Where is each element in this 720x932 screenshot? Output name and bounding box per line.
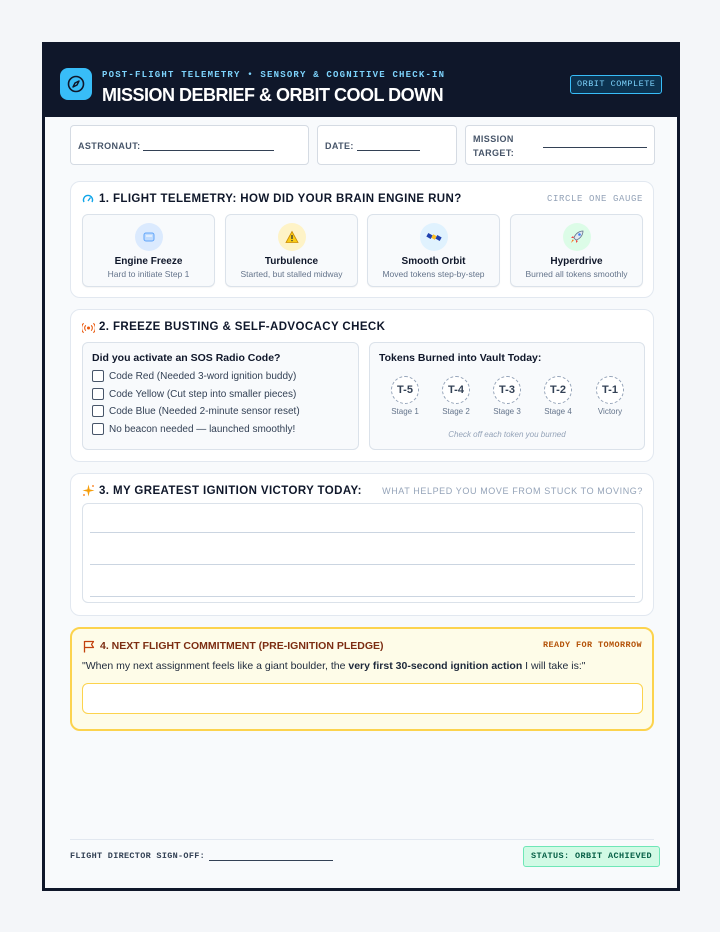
sos-option-red[interactable] xyxy=(92,369,296,383)
token-label: Victory xyxy=(597,407,623,416)
gauge-desc: Hard to initiate Step 1 xyxy=(107,269,190,279)
status-badge: STATUS: ORBIT ACHIEVED xyxy=(523,846,660,867)
ice-cube-icon xyxy=(135,223,163,251)
quote-end: I will take is:" xyxy=(522,660,586,672)
gauge-name: Hyperdrive xyxy=(550,256,603,267)
token-circle[interactable]: T-2 xyxy=(544,376,572,404)
gauge-name: Engine Freeze xyxy=(114,256,183,267)
sos-panel xyxy=(82,342,359,450)
sparkle-icon xyxy=(82,484,95,497)
gauge-icon xyxy=(82,193,94,205)
token-t1[interactable] xyxy=(595,376,625,416)
token-t3[interactable] xyxy=(492,376,522,416)
telemetry-section xyxy=(70,181,654,298)
date-write-line[interactable] xyxy=(357,150,420,151)
token-t2[interactable] xyxy=(543,376,573,416)
rocket-icon xyxy=(563,223,591,251)
footer-divider xyxy=(70,839,654,840)
signoff-label: FLIGHT DIRECTOR SIGN-OFF: xyxy=(70,851,206,861)
date-label: DATE: xyxy=(325,141,354,151)
checkbox[interactable] xyxy=(92,388,104,400)
option-label: Code Blue (Needed 2-minute sensor reset) xyxy=(109,405,300,417)
page-title: MISSION DEBRIEF & ORBIT COOL DOWN xyxy=(102,85,444,105)
gauge-name: Turbulence xyxy=(264,256,319,267)
option-label: Code Yellow (Cut step into smaller pieces) xyxy=(109,388,297,400)
token-t4[interactable] xyxy=(441,376,471,416)
option-label: No beacon needed — launched smoothly! xyxy=(109,423,296,435)
mission-target-field[interactable] xyxy=(465,125,655,165)
mission-target-write-line[interactable] xyxy=(543,147,647,148)
astronaut-label: ASTRONAUT: xyxy=(78,141,141,151)
gauge-turbulence[interactable] xyxy=(225,214,358,287)
checkbox[interactable] xyxy=(92,405,104,417)
token-label: Stage 2 xyxy=(442,407,470,416)
mission-target-label-1: MISSION xyxy=(473,134,514,144)
token-circle[interactable]: T-4 xyxy=(442,376,470,404)
commitment-prompt xyxy=(82,660,586,672)
signoff-write-line[interactable] xyxy=(209,860,333,861)
gauge-hyperdrive[interactable] xyxy=(510,214,643,287)
victory-section xyxy=(70,473,654,616)
flag-icon xyxy=(83,640,95,653)
checkbox[interactable] xyxy=(92,423,104,435)
compass-icon xyxy=(60,68,92,100)
satellite-icon xyxy=(420,223,448,251)
gauge-desc: Burned all tokens smoothly xyxy=(525,269,628,279)
write-line xyxy=(90,532,635,533)
sos-title: Did you activate an SOS Radio Code? xyxy=(92,352,281,364)
freeze-title: 2. FREEZE BUSTING & SELF-ADVOCACY CHECK xyxy=(99,321,386,333)
telemetry-title: 1. FLIGHT TELEMETRY: HOW DID YOUR BRAIN ENGINE RUN? xyxy=(99,193,462,205)
victory-note: WHAT HELPED YOU MOVE FROM STUCK TO MOVING? xyxy=(382,486,643,496)
gauge-engine-freeze[interactable] xyxy=(82,214,215,287)
gauge-name: Smooth Orbit xyxy=(401,256,466,267)
astronaut-field[interactable] xyxy=(70,125,309,165)
orbit-complete-badge: ORBIT COMPLETE xyxy=(570,75,662,94)
victory-write-box[interactable] xyxy=(82,503,643,603)
checkbox[interactable] xyxy=(92,370,104,382)
token-label: Stage 4 xyxy=(544,407,572,416)
token-label: Stage 1 xyxy=(391,407,419,416)
write-line xyxy=(90,596,635,597)
token-circle[interactable]: T-5 xyxy=(391,376,419,404)
mission-target-label-2: TARGET: xyxy=(473,148,515,158)
ready-badge: READY FOR TOMORROW xyxy=(542,640,642,650)
sos-option-yellow[interactable] xyxy=(92,387,296,401)
tokens-title: Tokens Burned into Vault Today: xyxy=(379,352,542,364)
radio-signal-icon xyxy=(82,322,95,334)
debrief-sheet xyxy=(42,42,680,891)
tokens-panel xyxy=(369,342,645,450)
tokens-note: Check off each token you burned xyxy=(448,430,566,439)
telemetry-note: CIRCLE ONE GAUGE xyxy=(546,194,643,204)
token-t5[interactable] xyxy=(390,376,420,416)
header-kicker: POST-FLIGHT TELEMETRY • SENSORY & COGNITIVE CHECK-IN xyxy=(102,70,446,80)
header-banner xyxy=(45,45,677,117)
warning-icon xyxy=(278,223,306,251)
token-circle[interactable]: T-3 xyxy=(493,376,521,404)
date-field[interactable] xyxy=(317,125,457,165)
astronaut-write-line[interactable] xyxy=(143,150,274,151)
commitment-section xyxy=(70,627,654,731)
freeze-busting-section xyxy=(70,309,654,462)
gauge-desc: Moved tokens step-by-step xyxy=(382,269,485,279)
gauge-desc: Started, but stalled midway xyxy=(240,269,343,279)
token-circle[interactable]: T-1 xyxy=(596,376,624,404)
token-label: Stage 3 xyxy=(493,407,521,416)
gauge-smooth-orbit[interactable] xyxy=(367,214,500,287)
option-label: Code Red (Needed 3-word ignition buddy) xyxy=(109,370,297,382)
sos-option-none[interactable] xyxy=(92,422,295,436)
commitment-title: 4. NEXT FLIGHT COMMITMENT (PRE-IGNITION PLEDGE) xyxy=(100,640,384,652)
quote-start: "When my next assignment feels like a giant boulder, the xyxy=(82,660,349,672)
victory-title: 3. MY GREATEST IGNITION VICTORY TODAY: xyxy=(99,485,362,497)
quote-emphasis: very first 30-second ignition action xyxy=(348,660,523,672)
write-line xyxy=(90,564,635,565)
commitment-input[interactable] xyxy=(82,683,643,714)
sos-option-blue[interactable] xyxy=(92,404,300,418)
